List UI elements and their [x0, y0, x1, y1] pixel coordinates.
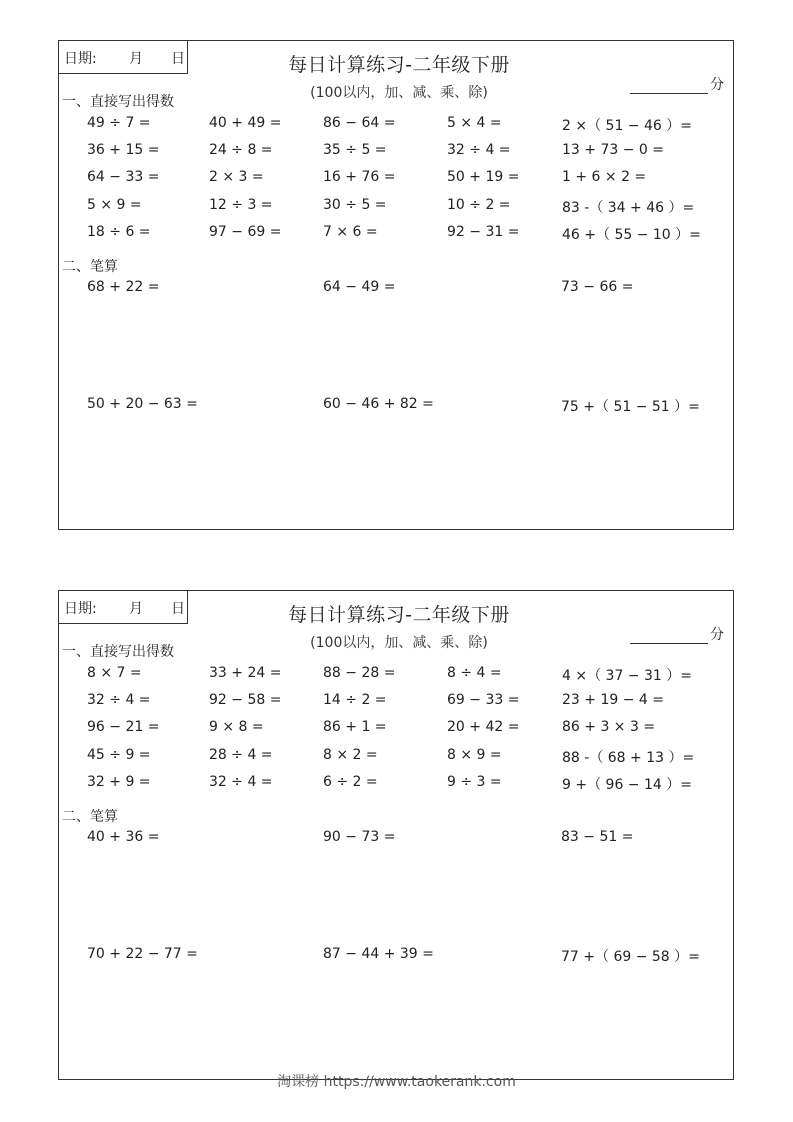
oral-problem: 92 − 31 = — [447, 224, 520, 240]
oral-problem: 30 ÷ 5 = — [323, 197, 387, 213]
oral-problem: 69 − 33 = — [447, 692, 520, 708]
oral-problem: 13 + 73 − 0 = — [562, 142, 664, 158]
oral-problem: 14 ÷ 2 = — [323, 692, 387, 708]
oral-problem: 23 + 19 − 4 = — [562, 692, 664, 708]
written-problem: 70 + 22 − 77 = — [87, 946, 198, 962]
section-oral-title: 一、直接写出得数 — [62, 644, 174, 660]
oral-problem: 88 -（ 68 + 13 ）= — [562, 750, 695, 766]
oral-problem: 4 ×（ 37 − 31 ）= — [562, 668, 692, 684]
oral-problem: 2 ×（ 51 − 46 ）= — [562, 118, 692, 134]
oral-problem: 8 × 2 = — [323, 747, 378, 763]
oral-problem: 32 ÷ 4 = — [447, 142, 511, 158]
score-blank-line — [630, 79, 708, 94]
oral-problem: 88 − 28 = — [323, 665, 396, 681]
oral-problem: 32 ÷ 4 = — [209, 774, 273, 790]
section-written-title: 二、笔算 — [62, 809, 118, 825]
oral-problem: 86 − 64 = — [323, 115, 396, 131]
oral-problem: 1 + 6 × 2 = — [562, 169, 647, 185]
date-label: 日期: — [64, 601, 97, 617]
section-oral-title: 一、直接写出得数 — [62, 94, 174, 110]
written-problem: 40 + 36 = — [87, 829, 160, 845]
oral-problem: 86 + 1 = — [323, 719, 387, 735]
month-label: 月 — [129, 51, 143, 67]
oral-problem: 9 × 8 = — [209, 719, 264, 735]
oral-problem: 86 + 3 × 3 = — [562, 719, 656, 735]
oral-problem: 9 ÷ 3 = — [447, 774, 502, 790]
oral-problem: 46 +（ 55 − 10 ）= — [562, 227, 701, 243]
oral-problem: 8 × 7 = — [87, 665, 142, 681]
oral-problem: 12 ÷ 3 = — [209, 197, 273, 213]
oral-problem: 10 ÷ 2 = — [447, 197, 511, 213]
oral-problem: 20 + 42 = — [447, 719, 520, 735]
date-label: 日期: — [64, 51, 97, 67]
day-label: 日 — [171, 601, 185, 617]
oral-problem: 50 + 19 = — [447, 169, 520, 185]
oral-problem: 92 − 58 = — [209, 692, 282, 708]
oral-problem: 18 ÷ 6 = — [87, 224, 151, 240]
oral-problem: 49 ÷ 7 = — [87, 115, 151, 131]
oral-problem: 7 × 6 = — [323, 224, 378, 240]
score-field — [630, 624, 740, 644]
score-blank-line — [630, 629, 708, 644]
written-problem: 83 − 51 = — [561, 829, 634, 845]
worksheet-1 — [58, 40, 734, 530]
score-field — [630, 74, 740, 94]
oral-problem: 8 ÷ 4 = — [447, 665, 502, 681]
written-problem: 73 − 66 = — [561, 279, 634, 295]
oral-problem: 35 ÷ 5 = — [323, 142, 387, 158]
written-problem: 75 +（ 51 − 51 ）= — [561, 399, 700, 415]
oral-problem: 33 + 24 = — [209, 665, 282, 681]
month-label: 月 — [129, 601, 143, 617]
oral-problem: 5 × 9 = — [87, 197, 142, 213]
worksheet-subtitle: (100以内，加、减、乘、除) — [310, 635, 488, 651]
written-problem: 77 +（ 69 − 58 ）= — [561, 949, 700, 965]
oral-problem: 5 × 4 = — [447, 115, 502, 131]
oral-problem: 28 ÷ 4 = — [209, 747, 273, 763]
day-label: 日 — [171, 51, 185, 67]
worksheet-title: 每日计算练习-二年级下册 — [288, 54, 510, 76]
worksheet-2 — [58, 590, 734, 1080]
oral-problem: 8 × 9 = — [447, 747, 502, 763]
written-problem: 68 + 22 = — [87, 279, 160, 295]
score-label: 分 — [710, 77, 724, 93]
score-label: 分 — [710, 627, 724, 643]
oral-problem: 97 − 69 = — [209, 224, 282, 240]
oral-problem: 40 + 49 = — [209, 115, 282, 131]
written-problem: 50 + 20 − 63 = — [87, 396, 198, 412]
worksheet-title: 每日计算练习-二年级下册 — [288, 604, 510, 626]
written-problem: 60 − 46 + 82 = — [323, 396, 434, 412]
watermark: 淘课榜 https://www.taokerank.com — [277, 1074, 516, 1090]
oral-problem: 96 − 21 = — [87, 719, 160, 735]
oral-problem: 16 + 76 = — [323, 169, 396, 185]
oral-problem: 45 ÷ 9 = — [87, 747, 151, 763]
oral-problem: 64 − 33 = — [87, 169, 160, 185]
written-problem: 64 − 49 = — [323, 279, 396, 295]
written-problem: 87 − 44 + 39 = — [323, 946, 434, 962]
oral-problem: 24 ÷ 8 = — [209, 142, 273, 158]
oral-problem: 83 -（ 34 + 46 ）= — [562, 200, 695, 216]
oral-problem: 6 ÷ 2 = — [323, 774, 378, 790]
oral-problem: 9 +（ 96 − 14 ）= — [562, 777, 692, 793]
worksheet-subtitle: (100以内，加、减、乘、除) — [310, 85, 488, 101]
oral-problem: 32 ÷ 4 = — [87, 692, 151, 708]
written-problem: 90 − 73 = — [323, 829, 396, 845]
oral-problem: 32 + 9 = — [87, 774, 151, 790]
section-written-title: 二、笔算 — [62, 259, 118, 275]
oral-problem: 36 + 15 = — [87, 142, 160, 158]
oral-problem: 2 × 3 = — [209, 169, 264, 185]
